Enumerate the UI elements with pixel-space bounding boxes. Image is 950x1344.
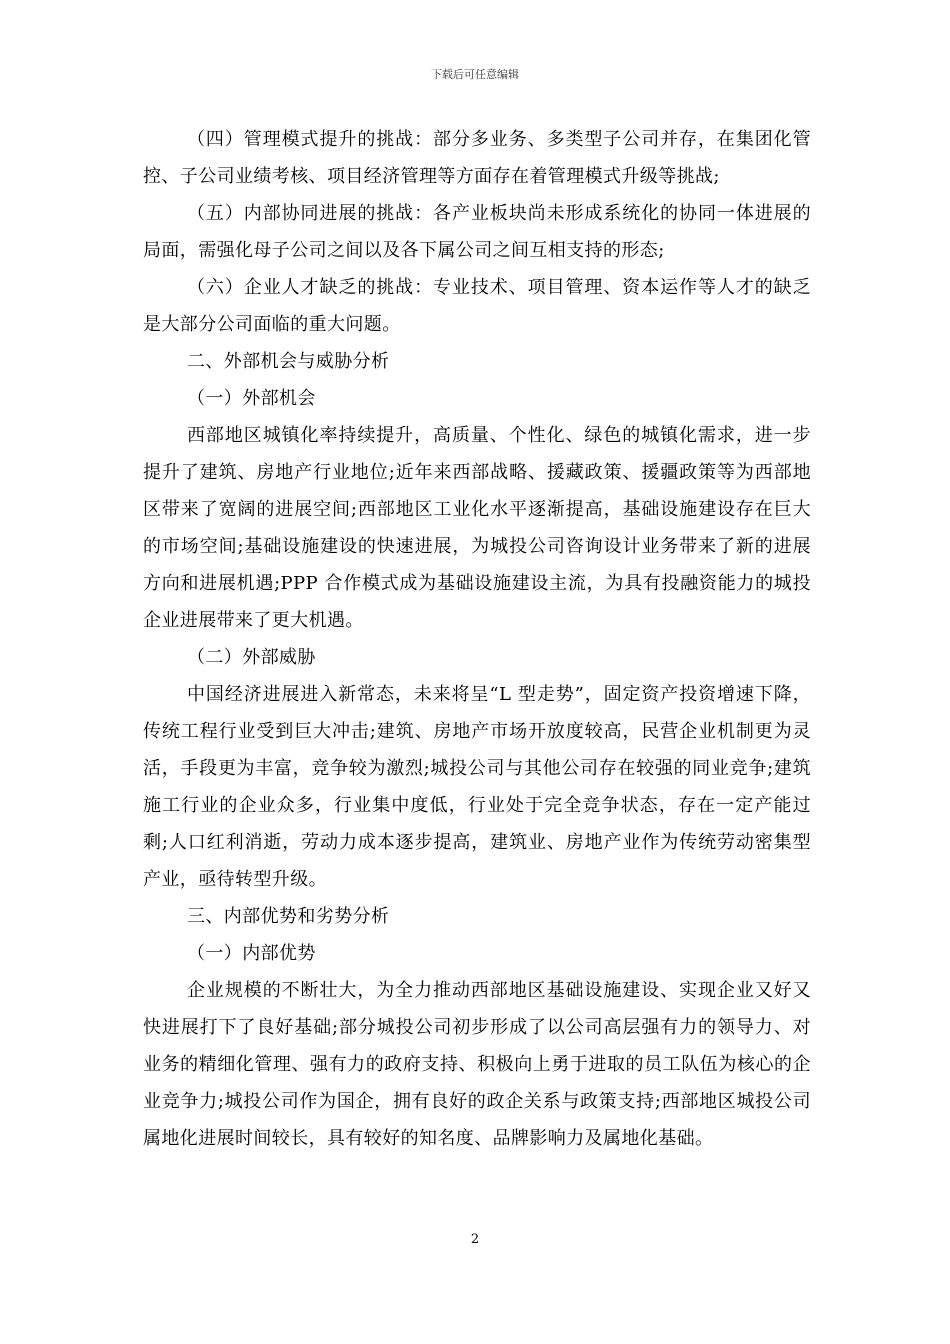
paragraph-external-opportunities: 西部地区城镇化率持续提升，高质量、个性化、绿色的城镇化需求，进一步提升了建筑、房地产行业地位;近年来西部战略、援藏政策、援疆政策等为西部地区带来了宽阔的进展空间;西部地区工业化水平逐渐提高，基础设施建设存在巨大的市场空间;基础设施建设的快速进展，为城投公司咨询设计业务带来了新的进展方向和进展机遇;PPP 合作模式成为基础设施建设主流，为具有投融资能力的城投企业进展带来了更大机遇。 [143, 425, 811, 631]
document-body [143, 121, 811, 1157]
subheading-internal-strengths: （一）内部优势 [187, 943, 316, 964]
paragraph-internal-strengths: 企业规模的不断壮大，为全力推动西部地区基础设施建设、实现企业又好又快进展打下了良好基础;部分城投公司初步形成了以公司高层强有力的领导力、对业务的精细化管理、强有力的政府支持、积极向上勇于进取的员工队伍为核心的企业竞争力;城投公司作为国企，拥有良好的政企关系与政策支持;西部地区城投公司属地化进展时间较长，具有较好的知名度、品牌影响力及属地化基础。 [143, 980, 811, 1149]
page-number: 2 [470, 1232, 480, 1247]
paragraph-challenge-management: （四）管理模式提升的挑战：部分多业务、多类型子公司并存，在集团化管控、子公司业绩考核、项目经济管理等方面存在着管理模式升级等挑战; [143, 129, 811, 187]
subheading-external-opportunities: （一）外部机会 [187, 388, 316, 409]
subheading-external-threats: （二）外部威胁 [187, 647, 316, 668]
paragraph-external-threats: 中国经济进展进入新常态，未来将呈“L 型走势”，固定资产投资增速下降，传统工程行业受到巨大冲击;建筑、房地产市场开放度较高，民营企业机制更为灵活，手段更为丰富，竞争较为激烈;城投公司与其他公司存在较强的同业竞争;建筑施工行业的企业众多，行业集中度低，行业处于完全竞争状态，存在一定产能过剩;人口红利消逝，劳动力成本逐步提高，建筑业、房地产业作为传统劳动密集型产业，亟待转型升级。 [143, 684, 811, 890]
paragraph-challenge-synergy: （五）内部协同进展的挑战：各产业板块尚未形成系统化的协同一体进展的局面，需强化母子公司之间以及各下属公司之间互相支持的形态; [143, 203, 811, 261]
section-heading-external: 二、外部机会与威胁分析 [187, 351, 390, 372]
section-heading-internal: 三、内部优势和劣势分析 [187, 906, 390, 927]
paragraph-challenge-talent: （六）企业人才缺乏的挑战：专业技术、项目管理、资本运作等人才的缺乏是大部分公司面临的重大问题。 [143, 277, 811, 335]
page-header-note: 下载后可任意编辑 [431, 68, 519, 81]
